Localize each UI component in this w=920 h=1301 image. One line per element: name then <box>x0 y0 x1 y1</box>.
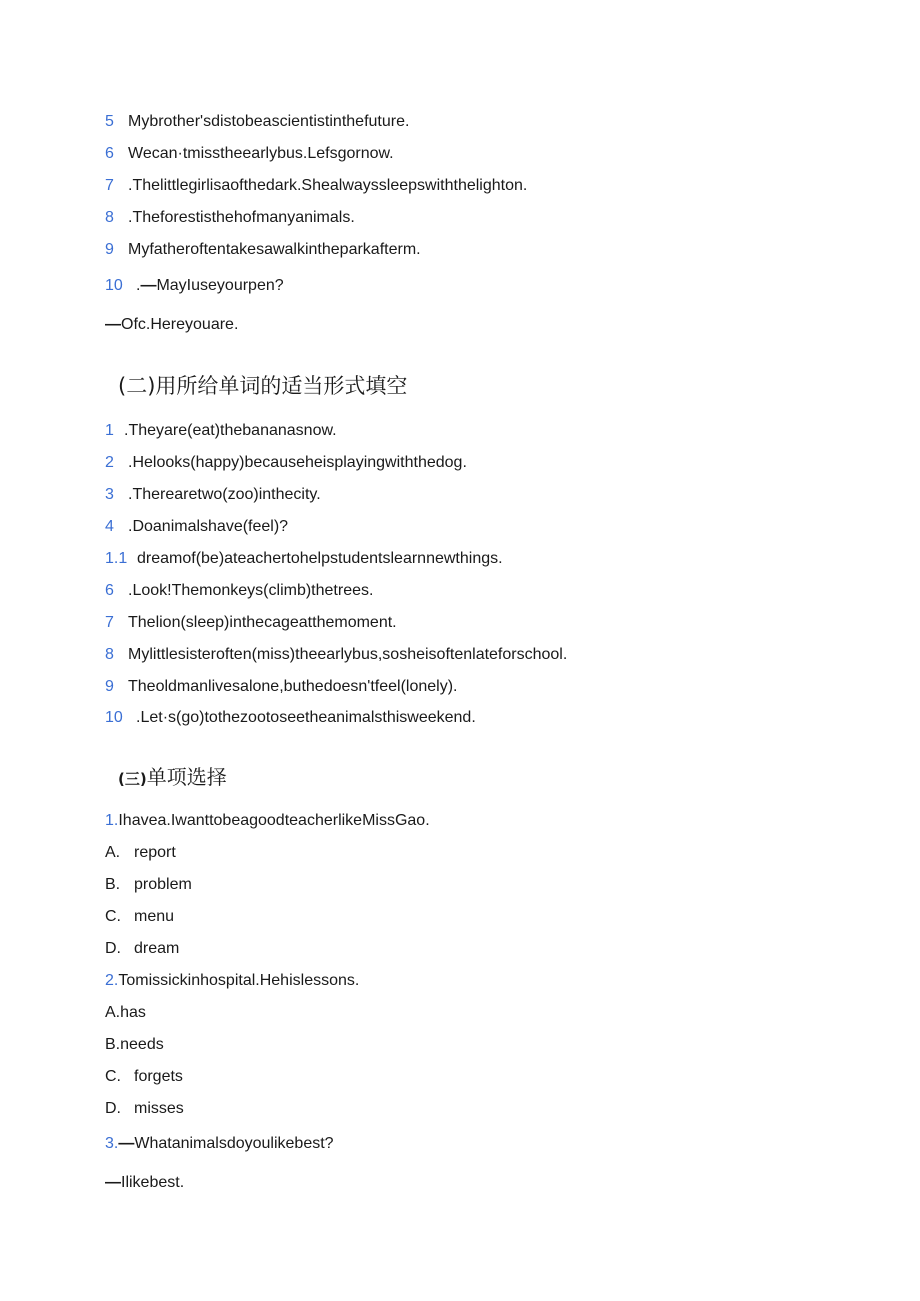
option-text: report <box>134 844 176 861</box>
option: B.needs <box>105 1036 164 1053</box>
list-item <box>105 485 321 505</box>
list-item <box>105 240 421 260</box>
dash-mark: — <box>140 277 157 294</box>
item-text: Mybrother'sdistobeascientistinthefuture. <box>128 113 410 130</box>
dialogue-question <box>105 276 284 296</box>
question-text: Whatanimalsdoyoulikebest? <box>134 1135 334 1152</box>
item-number: 7 <box>105 177 114 194</box>
item-text: Theoldmanlivesalone,buthedoesn'tfeel(lonely). <box>128 678 458 695</box>
dialogue-answer <box>105 315 238 335</box>
option-text: problem <box>134 876 192 893</box>
option <box>105 907 174 927</box>
item-text: Myfatheroftentakesawalkintheparkafterm. <box>128 241 421 258</box>
item-number: 9 <box>105 241 114 258</box>
option <box>105 1099 184 1119</box>
option-text: misses <box>134 1100 184 1117</box>
item-number: 7 <box>105 614 114 631</box>
item-text: Mylittlesisteroften(miss)theearlybus,sosheisoftenlateforschool. <box>128 646 568 663</box>
question-text: MayIuseyourpen? <box>156 277 284 294</box>
section-title: 单项选择 <box>146 765 227 789</box>
item-number: 5 <box>105 113 114 130</box>
option-text: dream <box>134 940 180 957</box>
item-number: 4 <box>105 518 114 535</box>
item-number: 1.1 <box>105 550 128 567</box>
dash-mark: — <box>118 1135 135 1152</box>
list-item <box>105 645 567 665</box>
option <box>105 843 176 863</box>
item-number: 2 <box>105 454 114 471</box>
list-item <box>105 708 476 728</box>
item-number: 8 <box>105 646 114 663</box>
option-letter: C. <box>105 908 121 925</box>
question-number: 2. <box>105 972 119 989</box>
list-item <box>105 112 409 132</box>
list-item <box>105 176 527 196</box>
dialogue-answer <box>105 1173 184 1193</box>
list-item <box>105 421 337 441</box>
separator: . <box>136 277 141 294</box>
item-text: .Theyare(eat)thebananasnow. <box>124 422 337 439</box>
item-number: 10 <box>105 277 123 294</box>
dash-mark: — <box>105 316 121 333</box>
item-text: .Helooks(happy)becauseheisplayingwiththedog. <box>128 454 467 471</box>
item-text: dreamof(be)ateachertohelpstudentslearnnewthings. <box>137 550 503 567</box>
item-number: 10 <box>105 709 123 726</box>
option: A.has <box>105 1004 146 1021</box>
list-item <box>105 613 397 633</box>
list-item <box>105 517 288 537</box>
list-item <box>105 208 355 228</box>
option <box>105 875 192 895</box>
option-letter: C. <box>105 1068 121 1085</box>
item-text: Thelion(sleep)inthecageatthemoment. <box>128 614 397 631</box>
list-item <box>105 581 373 601</box>
option <box>105 1067 183 1087</box>
section-heading <box>118 764 227 792</box>
section-heading: (二)用所给单词的适当形式填空 <box>118 374 408 398</box>
item-text: .Theforestisthehofmanyanimals. <box>128 209 355 226</box>
question <box>105 971 359 991</box>
question <box>105 811 430 831</box>
option-text: forgets <box>134 1068 183 1085</box>
question-text: Tomissickinhospital.Hehislessons. <box>118 972 360 989</box>
list-item <box>105 549 503 569</box>
item-number: 6 <box>105 582 114 599</box>
option-letter: B. <box>105 876 121 893</box>
item-text: .Look!Themonkeys(climb)thetrees. <box>128 582 374 599</box>
item-text: .Therearetwo(zoo)inthecity. <box>128 486 321 503</box>
question-number: 3. <box>105 1135 119 1152</box>
item-text: .Doanimalshave(feel)? <box>128 518 289 535</box>
list-item <box>105 453 467 473</box>
option-text: menu <box>134 908 175 925</box>
item-number: 1 <box>105 422 114 439</box>
option-letter: A. <box>105 844 121 861</box>
dialogue-question <box>105 1134 334 1154</box>
question-text: Ihavea.IwanttobeagoodteacherlikeMissGao. <box>118 812 430 829</box>
list-item <box>105 144 394 164</box>
item-number: 8 <box>105 209 114 226</box>
dash-mark: — <box>105 1174 121 1191</box>
item-text: .Let·s(go)tothezootoseetheanimalsthisweekend. <box>136 709 476 726</box>
option <box>105 939 179 959</box>
option-letter: D. <box>105 940 121 957</box>
item-number: 3 <box>105 486 114 503</box>
list-item <box>105 677 457 697</box>
item-number: 9 <box>105 678 114 695</box>
item-text: .Thelittlegirlisaofthedark.Shealwayssleepswiththelighton. <box>128 177 528 194</box>
section-number: (三) <box>118 770 147 788</box>
item-text: Wecan·tmisstheearlybus.Lefsgornow. <box>128 145 394 162</box>
question-number: 1. <box>105 812 119 829</box>
option-letter: D. <box>105 1100 121 1117</box>
item-number: 6 <box>105 145 114 162</box>
answer-text: Ilikebest. <box>121 1174 185 1191</box>
answer-text: Ofc.Hereyouare. <box>121 316 239 333</box>
